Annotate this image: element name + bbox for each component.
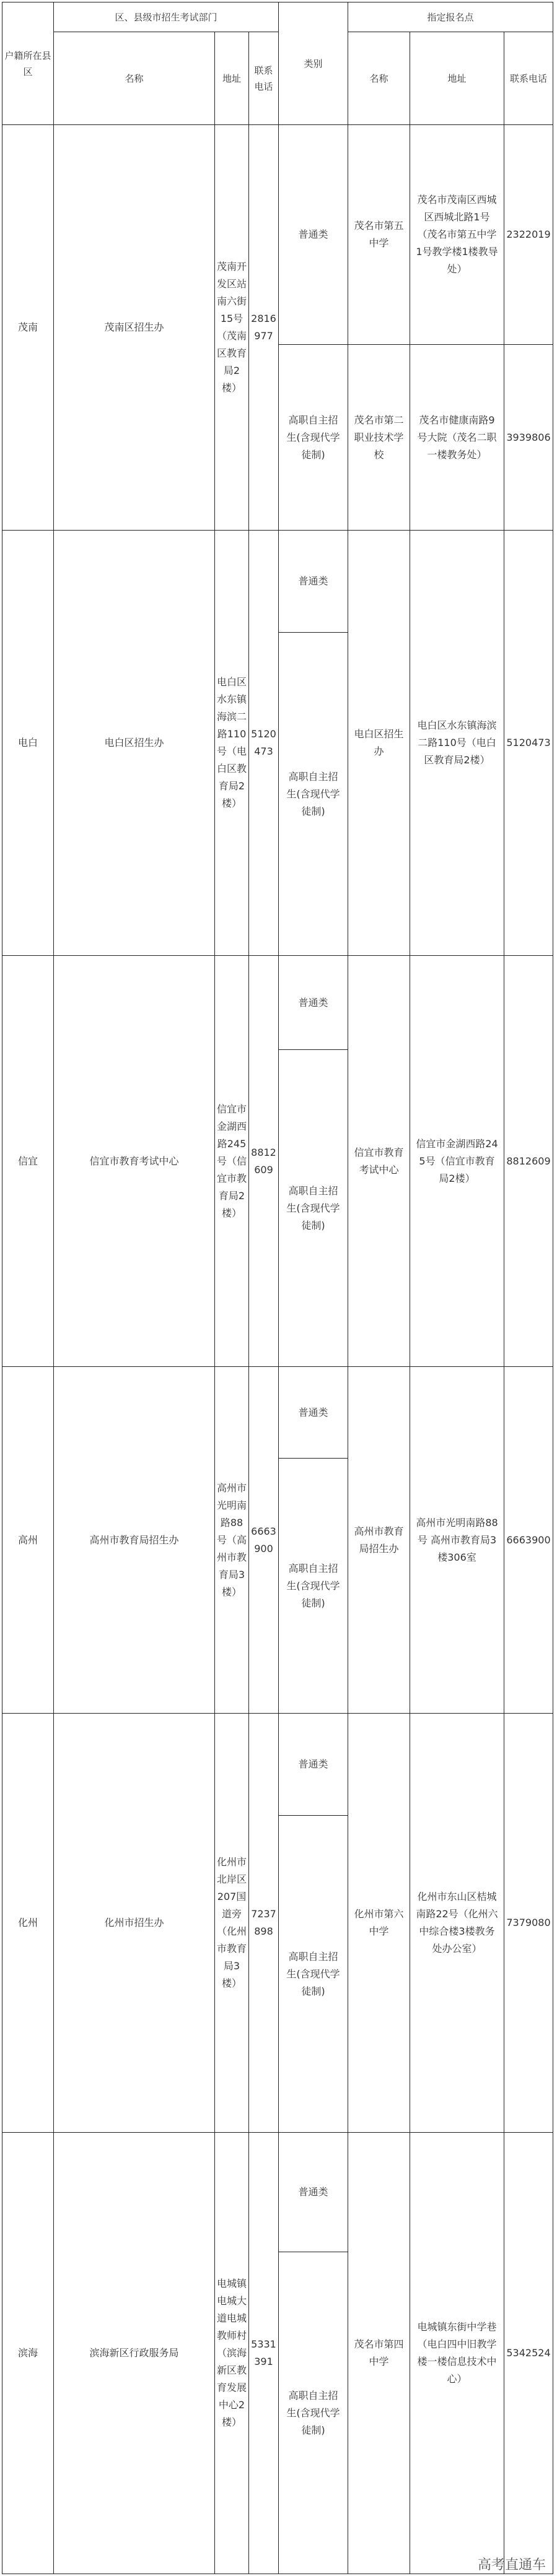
watermark: 高考直通车 [477, 2557, 546, 2573]
header-household-district: 户籍所在县区 [2, 2, 54, 125]
category-general-cell: 普通类 [279, 531, 348, 633]
dept-phone-cell: 5120473 [249, 531, 279, 956]
site-name-cell: 茂名市第四中学 [348, 2133, 410, 2574]
header-site-group: 指定报名点 [348, 2, 553, 32]
site-name-cell: 茂名市第五中学 [348, 125, 410, 345]
dept-name-cell: 电白区招生办 [54, 531, 215, 956]
header-name: 名称 [54, 32, 215, 125]
dept-phone-cell: 2816977 [249, 125, 279, 531]
dept-address-cell: 高州市光明南路88号（高州市教育局3楼） [215, 1367, 249, 1714]
site-phone-cell: 3939806 [504, 345, 553, 531]
district-cell: 茂南 [2, 125, 54, 531]
header-site-address: 地址 [410, 32, 504, 125]
district-cell: 滨海 [2, 2133, 54, 2574]
category-general-cell: 普通类 [279, 956, 348, 1050]
site-phone-cell: 5120473 [504, 531, 553, 956]
site-address-cell: 高州市光明南路88号 高州市教育局3楼306室 [410, 1367, 504, 1714]
site-phone-cell: 6663900 [504, 1367, 553, 1714]
header-category: 类别 [279, 2, 348, 125]
dept-address-cell: 茂南开发区站南六街15号（茂南区教育局2楼） [215, 125, 249, 531]
site-name-cell: 信宜市教育考试中心 [348, 956, 410, 1367]
dept-address-cell: 信宜市金湖西路245号（信宜市教育局2楼） [215, 956, 249, 1367]
site-name-cell: 电白区招生办 [348, 531, 410, 956]
category-vocational-cell: 高职自主招生(含现代学徒制) [279, 2252, 348, 2574]
site-phone-cell: 5342524 [504, 2133, 553, 2574]
dept-name-cell: 滨海新区行政服务局 [54, 2133, 215, 2574]
category-vocational-cell: 高职自主招生(含现代学徒制) [279, 1459, 348, 1714]
site-address-cell: 茂名市茂南区西城区西城北路1号（茂名市第五中学1号教学楼1楼教导处） [410, 125, 504, 345]
category-general-cell: 普通类 [279, 1714, 348, 1816]
site-name-cell: 茂名市第二职业技术学校 [348, 345, 410, 531]
dept-phone-cell: 8812609 [249, 956, 279, 1367]
dept-name-cell: 高州市教育局招生办 [54, 1367, 215, 1714]
site-address-cell: 电白区水东镇海滨二路110号（电白区教育局2楼） [410, 531, 504, 956]
site-address-cell: 信宜市金湖西路245号（信宜市教育局2楼） [410, 956, 504, 1367]
site-address-cell: 化州市东山区桔城南路22号（化州六中综合楼3楼教务处办公室） [410, 1714, 504, 2133]
dept-phone-cell: 7237898 [249, 1714, 279, 2133]
header-site-phone: 联系电话 [504, 32, 553, 125]
dept-name-cell: 化州市招生办 [54, 1714, 215, 2133]
category-vocational-cell: 高职自主招生(含现代学徒制) [279, 1050, 348, 1367]
header-phone: 联系电话 [249, 32, 279, 125]
dept-address-cell: 电白区水东镇海滨二路110号（电白区教育局2楼） [215, 531, 249, 956]
dept-name-cell: 信宜市教育考试中心 [54, 956, 215, 1367]
enrollment-table [2, 2, 553, 2574]
site-phone-cell: 7379080 [504, 1714, 553, 2133]
site-name-cell: 化州市第六中学 [348, 1714, 410, 2133]
category-vocational-cell: 高职自主招生(含现代学徒制) [279, 1816, 348, 2133]
category-vocational-cell: 高职自主招生(含现代学徒制) [279, 345, 348, 531]
header-site-name: 名称 [348, 32, 410, 125]
site-address-cell: 电城镇东街中学巷（电白四中旧教学楼一楼信息技术中心） [410, 2133, 504, 2574]
dept-name-cell: 茂南区招生办 [54, 125, 215, 531]
district-cell: 高州 [2, 1367, 54, 1714]
category-vocational-cell: 高职自主招生(含现代学徒制) [279, 633, 348, 956]
dept-phone-cell: 5331391 [249, 2133, 279, 2574]
district-cell: 化州 [2, 1714, 54, 2133]
category-general-cell: 普通类 [279, 1367, 348, 1459]
site-address-cell: 茂名市健康南路9号大院（茂名二职一楼教务处） [410, 345, 504, 531]
dept-phone-cell: 6663900 [249, 1367, 279, 1714]
district-cell: 电白 [2, 531, 54, 956]
dept-address-cell: 电城镇电城大道电城教师村（滨海新区教育发展中心2楼） [215, 2133, 249, 2574]
category-general-cell: 普通类 [279, 125, 348, 345]
dept-address-cell: 化州市北岸区207国道旁（化州市教育局3楼） [215, 1714, 249, 2133]
header-address: 地址 [215, 32, 249, 125]
site-name-cell: 高州市教育局招生办 [348, 1367, 410, 1714]
site-phone-cell: 2322019 [504, 125, 553, 345]
district-cell: 信宜 [2, 956, 54, 1367]
header-dept-group: 区、县级市招生考试部门 [54, 2, 279, 32]
site-phone-cell: 8812609 [504, 956, 553, 1367]
category-general-cell: 普通类 [279, 2133, 348, 2252]
